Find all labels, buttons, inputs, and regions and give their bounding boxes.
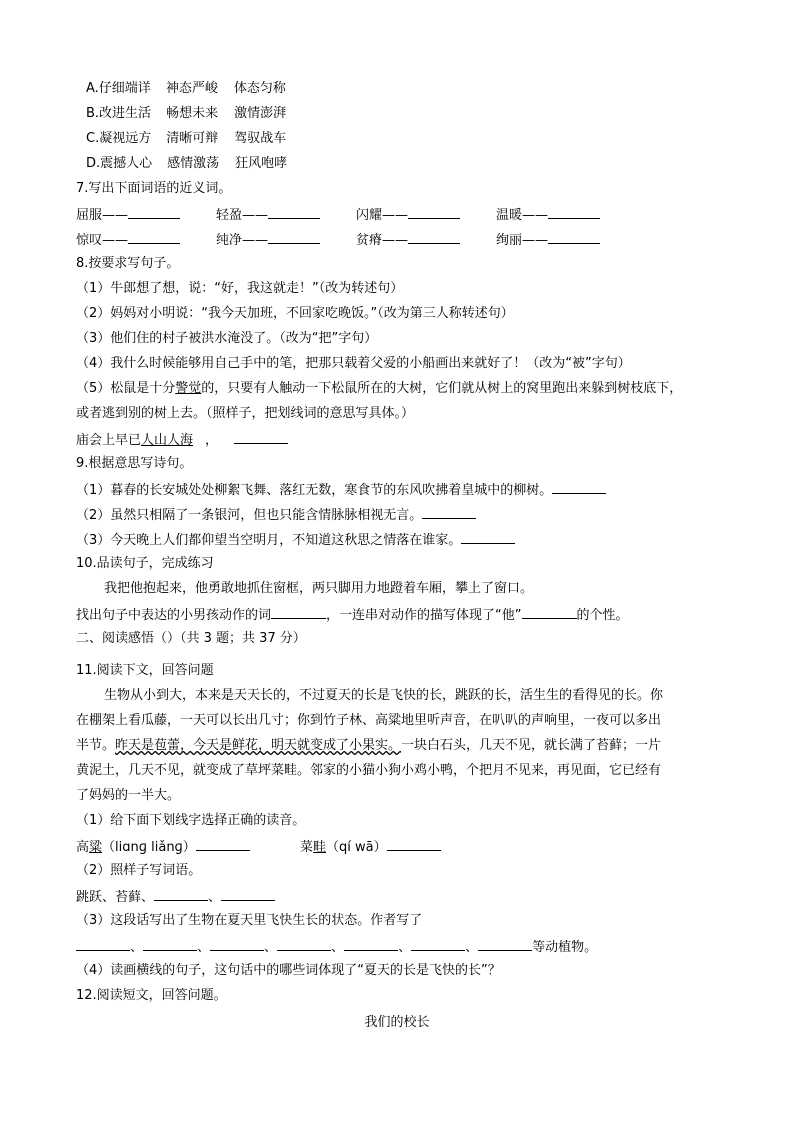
answer-blank[interactable] — [76, 938, 130, 951]
answer-blank[interactable] — [422, 506, 476, 519]
answer-blank[interactable] — [268, 231, 320, 244]
underlined-word: 人山人海 — [141, 433, 194, 448]
answer-blank[interactable] — [552, 481, 606, 494]
q8-sentence-4: （4）我什么时候能够用自己手中的笔，把那只载着父爱的小船画出来就好了！（改为“被”字句） — [76, 356, 631, 371]
answer-blank[interactable] — [196, 838, 250, 851]
q11-passage-line: 生物从小到大，本来是天天长的，不过夏天的长是飞快的长，跳跃的长，活生生的看得见的长。你 — [104, 688, 664, 703]
q7-row1-item4: 温暖—— — [496, 206, 600, 224]
q7-row2-item1: 惊叹—— — [76, 231, 180, 249]
q7-row1-item2: 轻盈—— — [216, 206, 320, 224]
q11-passage-line: 黄泥土，几天不见，就变成了草坪菜畦。邻家的小猫小狗小鸡小鸭，个把月不见来，再见面，它已经有 — [76, 763, 662, 778]
q9-item-3: （3）今天晚上人们都仰望当空明月，不知道这秋思之情落在谁家。 — [76, 531, 515, 549]
q9-title: 9.根据意思写诗句。 — [76, 456, 193, 471]
q11-question-4: （4）读画横线的句子，这句话中的哪些词体现了“夏天的长是飞快的长”？ — [76, 963, 501, 978]
answer-blank[interactable] — [143, 938, 197, 951]
q11-question-1: （1）给下面下划线字选择正确的读音。 — [76, 813, 306, 828]
marked-sentence: 昨天是苞蕾，今天是鲜花，明天就变成了小果实。 — [115, 738, 402, 753]
article-title: 我们的校长 — [364, 1015, 430, 1030]
answer-blank[interactable] — [128, 206, 180, 219]
underlined-word: 警觉 — [175, 381, 202, 396]
q9-item-2: （2）虽然只相隔了一条银河，但也只能含情脉脉相视无言。 — [76, 506, 476, 524]
answer-blank[interactable] — [277, 938, 331, 951]
q8-sentence-3: （3）他们住的村子被洪水淹没了。（改为“把”字句） — [76, 331, 378, 346]
q8-sentence-5: （5）松鼠是十分警觉的，只要有人触动一下松鼠所在的大树，它们就从树上的窝里跑出来躲到树枝底下， — [76, 381, 683, 396]
answer-blank[interactable] — [271, 606, 326, 619]
q10-title: 10.品读句子，完成练习 — [76, 556, 214, 571]
section-heading: 二、阅读感悟（）（共 3 题；共 37 分） — [76, 631, 306, 646]
q8-title: 8.按要求写句子。 — [76, 256, 180, 271]
answer-blank[interactable] — [408, 206, 460, 219]
q9-item-1: （1）暮春的长安城处处柳絮飞舞、落红无数，寒食节的东风吹拂着皇城中的柳树。 — [76, 481, 606, 499]
q11-title: 11.阅读下文，回答问题 — [76, 663, 214, 678]
answer-blank[interactable] — [154, 888, 208, 901]
q7-row2-item2: 纯净—— — [216, 231, 320, 249]
q10-question: 找出句子中表达的小男孩动作的词 ，一连串对动作的描写体现了“他” 的个性。 — [76, 608, 629, 623]
answer-blank[interactable] — [221, 888, 275, 901]
q11-word-pattern: 跳跃、苔藓、 、 — [76, 888, 275, 906]
answer-blank[interactable] — [344, 938, 398, 951]
q7-title: 7.写出下面词语的近义词。 — [76, 181, 232, 196]
answer-blank[interactable] — [411, 938, 465, 951]
underlined-char: 粱 — [89, 840, 103, 855]
answer-blank[interactable] — [128, 231, 180, 244]
q8-example: 庙会上早已人山人海 ， — [76, 431, 288, 449]
q11-question-2: （2）照样子写词语。 — [76, 863, 202, 878]
underlined-char: 畦 — [313, 840, 327, 855]
q11-question-3: （3）这段话写出了生物在夏天里飞快生长的状态。作者写了 — [76, 913, 423, 928]
answer-blank[interactable] — [548, 231, 600, 244]
q8-sentence-1: （1）牛郎想了想，说：“好，我这就走！”（改为转述句） — [76, 281, 404, 296]
answer-blank[interactable] — [387, 838, 441, 851]
answer-blank[interactable] — [234, 431, 288, 444]
answer-blank[interactable] — [461, 531, 515, 544]
answer-blank[interactable] — [210, 938, 264, 951]
q6-option-c: C.凝视远方 清晰可辩 驾驭战车 — [86, 131, 287, 146]
answer-blank[interactable] — [478, 938, 532, 951]
q11-passage-line: 半节。昨天是苞蕾，今天是鲜花，明天就变成了小果实。一块白石头，几天不见，就长满了苔藓；一片 — [76, 738, 662, 753]
q11-question-3-blanks: 、 、 、 、 、 、 等动植物。 — [76, 938, 597, 956]
q11-pinyin-1: 高粱（liɑnɡ liǎnɡ） — [76, 838, 250, 856]
q6-option-d: D.震撼人心 感情激荡 狂风咆哮 — [86, 156, 288, 171]
answer-blank[interactable] — [408, 231, 460, 244]
q7-row2-item3: 贫瘠—— — [356, 231, 460, 249]
q7-row2-item4: 绚丽—— — [496, 231, 600, 249]
q7-row1-item3: 闪耀—— — [356, 206, 460, 224]
q11-passage-line: 在棚架上看瓜藤，一天可以长出几寸；你到竹子林、高粱地里听声音，在叭叭的声响里，一夜可以多出 — [76, 713, 662, 728]
q11-passage-line: 了妈妈的一半大。 — [76, 788, 181, 803]
q10-sentence: 我把他抱起来，他勇敢地抓住窗框，两只脚用力地蹬着车厢，攀上了窗口。 — [104, 581, 534, 596]
answer-blank[interactable] — [548, 206, 600, 219]
q6-option-b: B.改进生活 畅想未来 激情澎湃 — [86, 106, 287, 121]
q8-sentence-2: （2）妈妈对小明说：“我今天加班，不回家吃晚饭。”（改为第三人称转述句） — [76, 306, 514, 321]
q12-title: 12.阅读短文，回答问题。 — [76, 988, 227, 1003]
q8-sentence-5-cont: 或者逃到别的树上去。（照样子，把划线词的意思写具体。） — [76, 406, 415, 421]
q6-option-a: A.仔细端详 神态严峻 体态匀称 — [86, 81, 286, 96]
answer-blank[interactable] — [268, 206, 320, 219]
answer-blank[interactable] — [522, 606, 577, 619]
q11-pinyin-2: 菜畦（qí wā） — [300, 838, 441, 856]
q7-row1-item1: 屈服—— — [76, 206, 180, 224]
